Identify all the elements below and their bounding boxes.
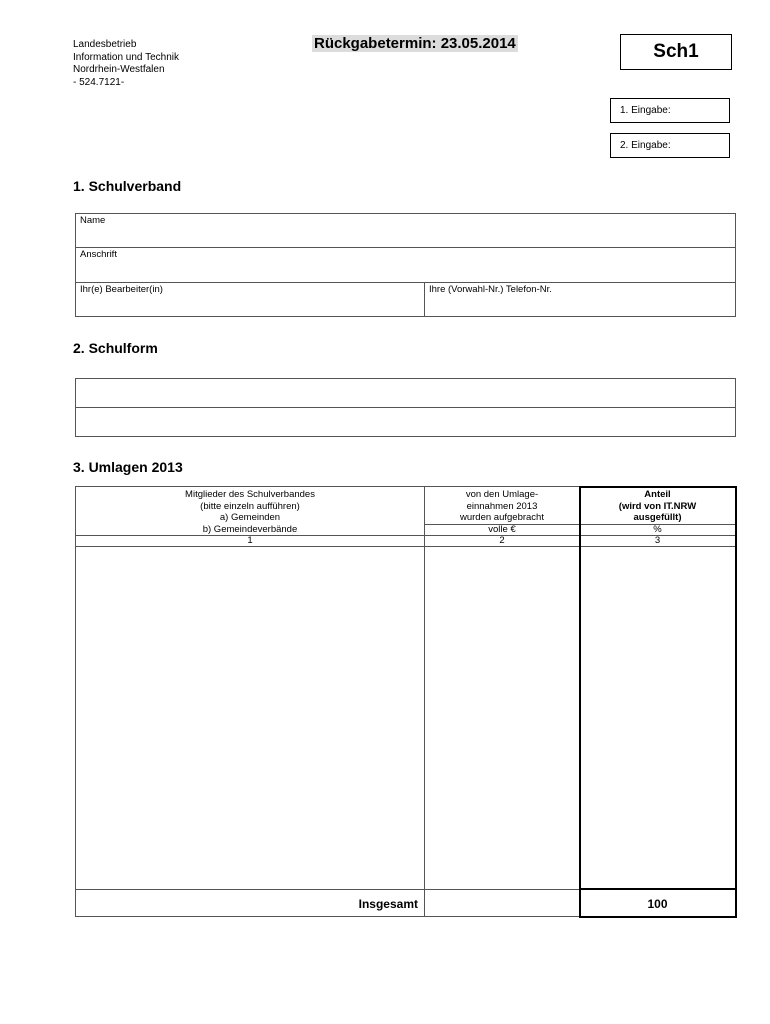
- header-line: a) Gemeinden: [219, 512, 281, 523]
- form-code-label: Sch1: [653, 41, 699, 62]
- header-line: einnahmen 2013: [466, 500, 538, 512]
- second-entry-label: 2. Eingabe:: [620, 140, 671, 151]
- header-line: Mitglieder des Schulverbandes: [185, 489, 315, 500]
- column-number: 1: [247, 535, 253, 546]
- share-column-frame: [579, 486, 737, 890]
- section-school-association-title: 1. Schulverband: [73, 178, 182, 194]
- members-input-area[interactable]: [76, 547, 424, 889]
- address-field[interactable]: [76, 248, 735, 282]
- name-label: Name: [80, 215, 106, 226]
- second-entry-field[interactable]: [610, 133, 730, 158]
- school-type-field-1[interactable]: [76, 379, 735, 407]
- header-line: wurden aufgebracht: [460, 512, 544, 523]
- form-code: [620, 34, 732, 70]
- name-field[interactable]: [76, 214, 735, 247]
- address-label: Anschrift: [80, 249, 117, 260]
- header-line: Anteil: [644, 489, 671, 500]
- school-association-box: [75, 213, 736, 317]
- header-line: b) Gemeindeverbände: [202, 523, 298, 535]
- phone-label: Ihre (Vorwahl-Nr.) Telefon-Nr.: [429, 284, 552, 295]
- total-label: Insgesamt: [358, 897, 418, 911]
- column-number: 2: [499, 535, 505, 546]
- header-line: (wird von IT.NRW: [618, 500, 697, 512]
- levies-table: [75, 486, 736, 917]
- header-line: (bitte einzeln aufführen): [200, 500, 300, 512]
- school-type-field-2[interactable]: [76, 408, 735, 436]
- column-header-members: [76, 489, 424, 535]
- section-school-type-title: 2. Schulform: [73, 340, 158, 356]
- sender-line: - 524.7121-: [73, 76, 125, 88]
- sender-line: Information und Technik: [73, 51, 179, 63]
- total-share-value: 100: [647, 897, 668, 911]
- header-line: von den Umlage-: [465, 489, 539, 500]
- section-levies-title: 3. Umlagen 2013: [73, 459, 183, 475]
- contributions-input-area[interactable]: [425, 547, 579, 889]
- first-entry-label: 1. Eingabe:: [620, 105, 671, 116]
- clerk-label: Ihr(e) Bearbeiter(in): [80, 284, 163, 295]
- clerk-field[interactable]: [76, 283, 424, 316]
- sender-address: [73, 39, 179, 89]
- phone-field[interactable]: [425, 283, 735, 316]
- return-deadline: Rückgabetermin: 23.05.2014: [314, 35, 516, 52]
- column-number: 3: [654, 535, 661, 546]
- sender-line: Landesbetrieb: [73, 39, 137, 50]
- total-contributions-field[interactable]: [425, 890, 579, 916]
- column-header-contributions: [425, 489, 579, 524]
- header-line: ausgefüllt): [633, 512, 682, 523]
- column-unit-percent: %: [653, 524, 662, 535]
- sender-line: Nordrhein-Westfalen: [73, 64, 165, 75]
- first-entry-field[interactable]: [610, 98, 730, 123]
- column-unit-euro: volle €: [488, 524, 516, 535]
- school-type-box: [75, 378, 736, 437]
